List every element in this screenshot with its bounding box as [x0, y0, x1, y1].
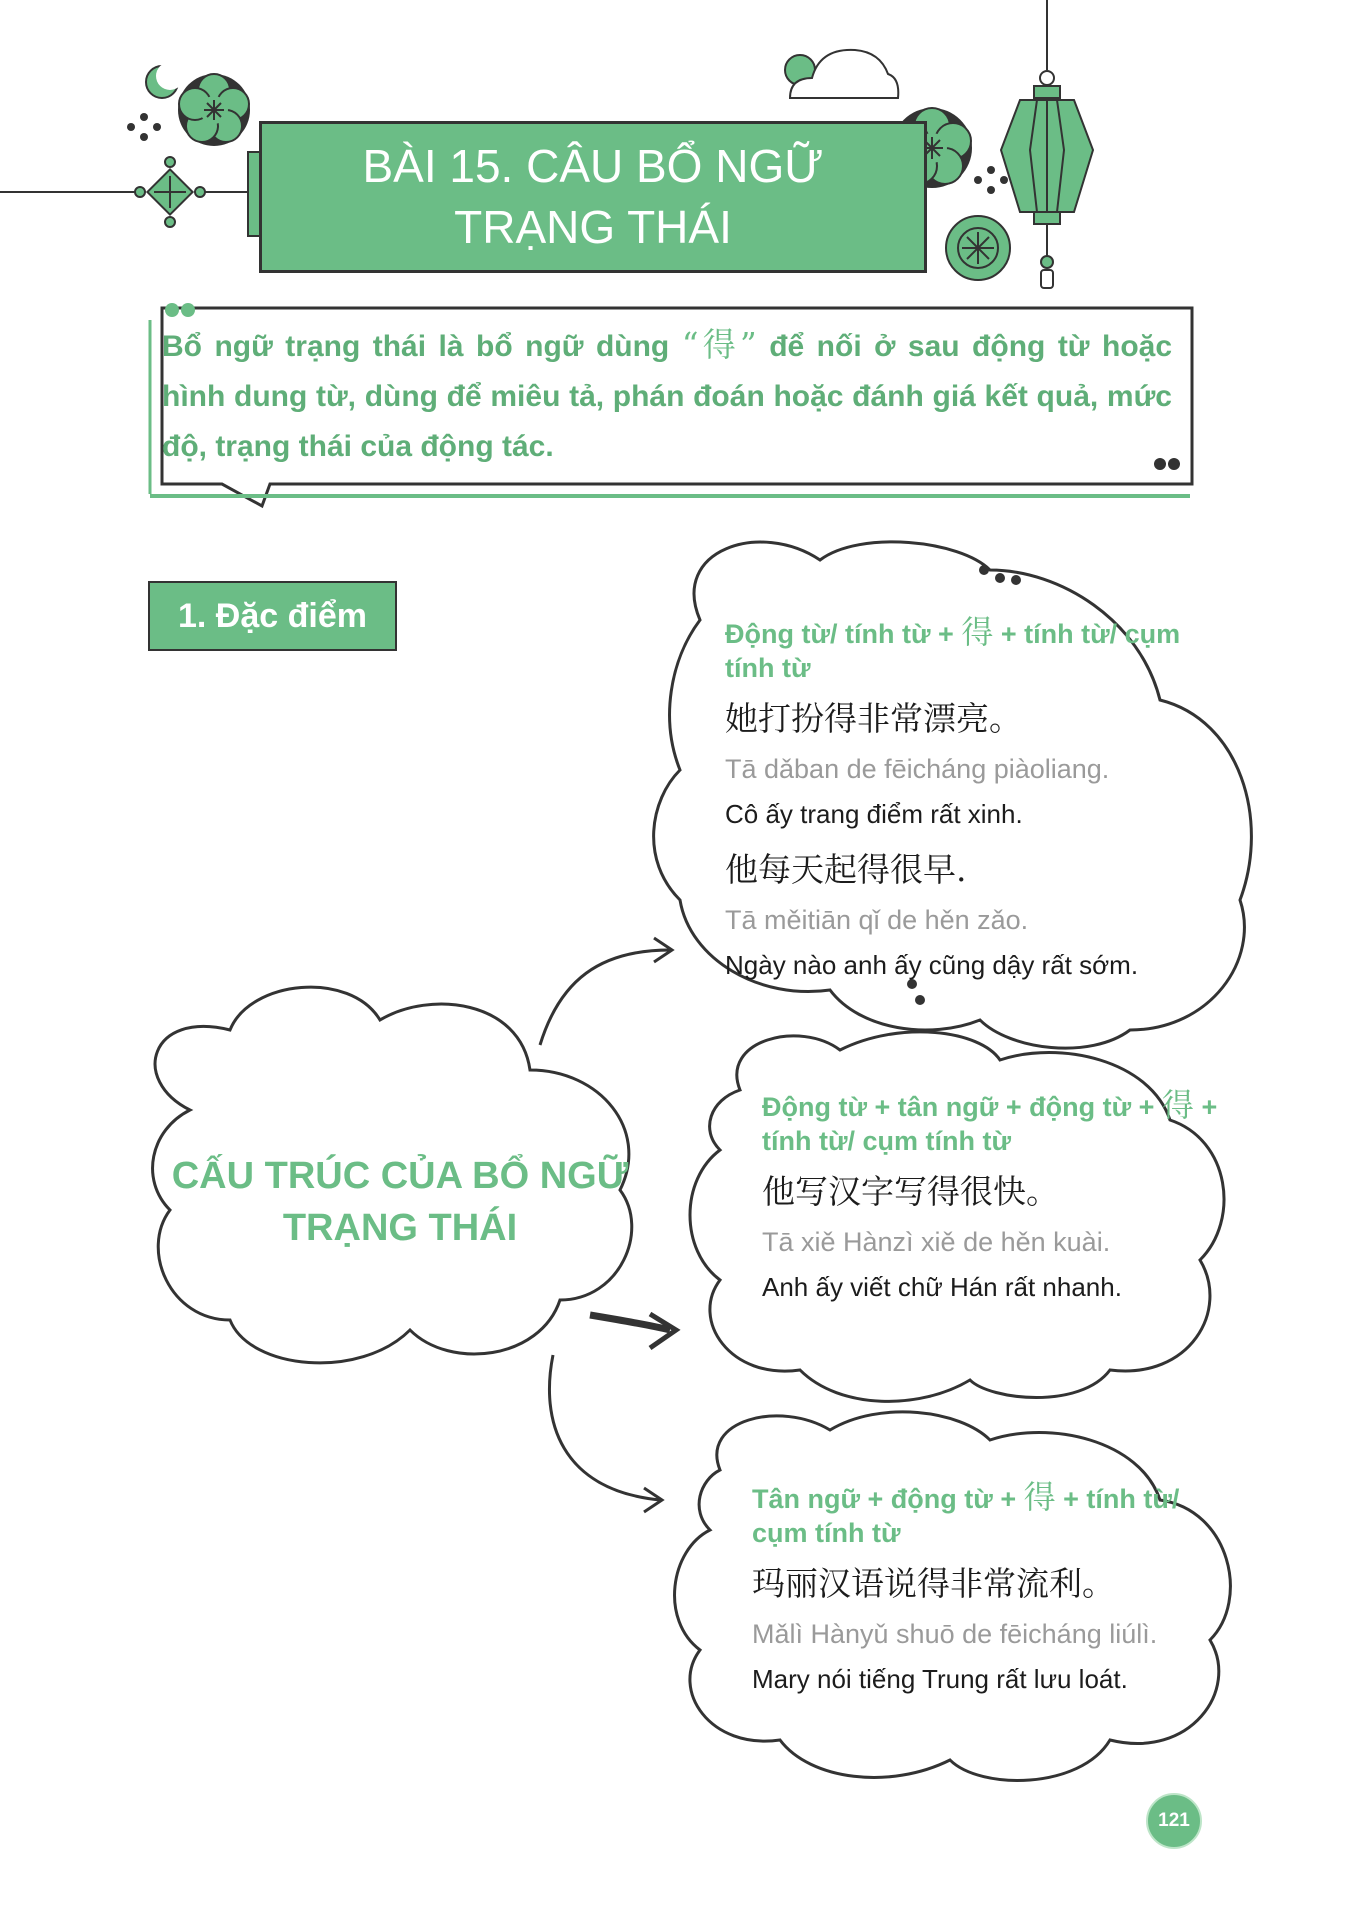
pattern-text: + tính từ/ cụm tính từ — [752, 1484, 1180, 1548]
arrow-middle — [590, 1314, 676, 1348]
example-translation: Cô ấy trang điểm rất xinh. — [725, 799, 1023, 829]
structure-title-line-2: TRẠNG THÁI — [282, 1207, 518, 1249]
example-hanzi: 他写汉字写得很快。 — [762, 1172, 1059, 1211]
arrow-down — [549, 1355, 662, 1512]
structure-pattern — [725, 615, 1195, 685]
example-pinyin: Tā dǎban de fēicháng piàoliang. — [725, 754, 1110, 784]
structure-box-1 — [725, 615, 1195, 981]
pattern-text: Động từ + tân ngữ + động từ + — [762, 1092, 1155, 1122]
example-pinyin: Tā xiě Hànzì xiě de hěn kuài. — [762, 1227, 1111, 1257]
pattern-hanzi: 得 — [961, 613, 994, 651]
sparkle-icon — [127, 113, 161, 141]
lantern-icon — [1001, 0, 1093, 288]
page-number: 121 — [1146, 1793, 1202, 1849]
moon-icon — [146, 62, 184, 98]
flower-icon — [946, 216, 1010, 280]
sparkle-icon — [974, 166, 1008, 194]
definition-hanzi: “得” — [681, 325, 757, 364]
pattern-hanzi: 得 — [1161, 1086, 1194, 1124]
section-heading: 1. Đặc điểm — [148, 581, 397, 651]
structure-title — [150, 1150, 650, 1254]
lesson-title — [259, 121, 927, 273]
title-line-2: TRẠNG THÁI — [454, 201, 732, 253]
definition-text — [162, 320, 1172, 472]
structure-pattern — [752, 1480, 1242, 1550]
example-hanzi: 他每天起得很早. — [725, 850, 967, 889]
example-pinyin: Mǎlì Hànyǔ shuō de fēicháng liúlì. — [752, 1619, 1158, 1649]
pattern-hanzi: 得 — [1023, 1478, 1056, 1516]
cloud-icon — [785, 50, 898, 98]
pattern-text: Tân ngữ + động từ + — [752, 1484, 1017, 1514]
structure-title-line-1: CẤU TRÚC CỦA BỔ NGỮ — [171, 1155, 629, 1197]
pattern-text: Động từ/ tính từ + — [725, 619, 954, 649]
chinese-knot-icon — [135, 157, 205, 227]
example-translation: Anh ấy viết chữ Hán rất nhanh. — [762, 1272, 1122, 1302]
title-line-1: BÀI 15. CÂU BỔ NGỮ — [362, 140, 824, 193]
example-pinyin: Tā měitiān qǐ de hěn zǎo. — [725, 905, 1029, 935]
definition-part-1: Bổ ngữ trạng thái là bổ ngữ dùng — [162, 330, 670, 363]
example-translation: Ngày nào anh ấy cũng dậy rất sớm. — [725, 950, 1139, 980]
pattern-text: + tính từ/ cụm tính từ — [762, 1092, 1218, 1156]
pattern-text: + tính từ/ cụm tính từ — [725, 619, 1181, 683]
definition-part-2: để nối ở sau động từ hoặc hình dung từ, dùng để miêu tả, phán đoán hoặc đánh giá kết quả, mức độ, trạng thái của động tác. — [162, 330, 1173, 463]
example-hanzi: 她打扮得非常漂亮。 — [725, 699, 1022, 738]
structure-box-2 — [762, 1088, 1222, 1303]
example-translation: Mary nói tiếng Trung rất lưu loát. — [752, 1664, 1128, 1694]
example-hanzi: 玛丽汉语说得非常流利。 — [752, 1564, 1115, 1603]
arrow-up — [540, 938, 672, 1045]
structure-box-3 — [752, 1480, 1242, 1695]
structure-pattern — [762, 1088, 1222, 1158]
flower-icon — [178, 74, 250, 146]
